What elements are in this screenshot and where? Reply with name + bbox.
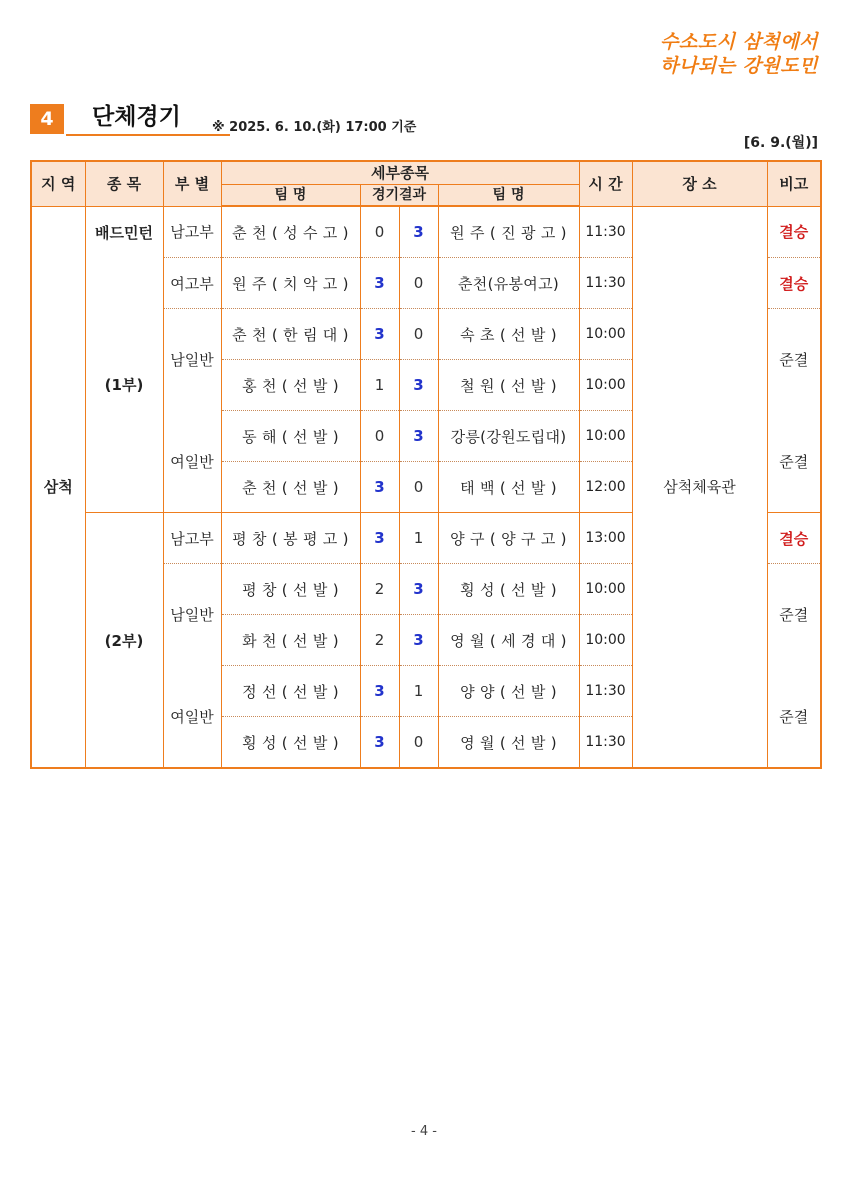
score1-cell: 2: [360, 615, 399, 666]
header-venue: 장 소: [632, 161, 767, 206]
score1-cell: 3: [360, 513, 399, 564]
time-cell: 11:30: [579, 666, 632, 717]
slogan-line-1: 수소도시 삼척에서: [660, 31, 818, 53]
time-cell: 10:00: [579, 411, 632, 462]
sport-cell: 배드민턴: [85, 206, 163, 258]
score2-cell: 3: [399, 615, 438, 666]
team1-cell: 평 창 ( 선 발 ): [221, 564, 360, 615]
slogan-line-2: 하나되는 강원도민: [660, 55, 818, 77]
time-cell: 12:00: [579, 462, 632, 513]
time-cell: 11:30: [579, 717, 632, 769]
table-row: [31, 206, 821, 258]
header-team1: 팀 명: [221, 185, 360, 207]
division-cell: 남일반: [163, 564, 221, 666]
time-cell: 10:00: [579, 564, 632, 615]
header-detail: 세부종목: [221, 161, 579, 185]
team1-cell: 춘 천 ( 성 수 고 ): [221, 206, 360, 258]
header-note: 비고: [767, 161, 821, 206]
slogan-logo: [660, 30, 818, 78]
note-cell: 준결: [767, 564, 821, 666]
team1-cell: 홍 천 ( 선 발 ): [221, 360, 360, 411]
score2-cell: 3: [399, 564, 438, 615]
score1-cell: 1: [360, 360, 399, 411]
note-cell: 결승: [767, 513, 821, 564]
score2-cell: 0: [399, 258, 438, 309]
header-result: 경기결과: [360, 185, 438, 207]
team2-cell: 속 초 ( 선 발 ): [438, 309, 579, 360]
score1-cell: 3: [360, 717, 399, 769]
header-sport: 종 목: [85, 161, 163, 206]
team2-cell: 강릉(강원도립대): [438, 411, 579, 462]
note-cell: 결승: [767, 206, 821, 258]
time-cell: 13:00: [579, 513, 632, 564]
header-division: 부 별: [163, 161, 221, 206]
score2-cell: 0: [399, 309, 438, 360]
time-cell: 10:00: [579, 360, 632, 411]
section-number: 4: [30, 104, 64, 134]
section-title: 단체경기: [92, 104, 181, 130]
team2-cell: 영 월 ( 세 경 대 ): [438, 615, 579, 666]
score1-cell: 0: [360, 206, 399, 258]
time-cell: 10:00: [579, 309, 632, 360]
score2-cell: 3: [399, 206, 438, 258]
team2-cell: 태 백 ( 선 발 ): [438, 462, 579, 513]
note-cell: 준결: [767, 411, 821, 513]
score1-cell: 2: [360, 564, 399, 615]
part1-label: (1부): [85, 258, 163, 513]
time-cell: 11:30: [579, 258, 632, 309]
team1-cell: 춘 천 ( 선 발 ): [221, 462, 360, 513]
header-region: 지 역: [31, 161, 85, 206]
score2-cell: 1: [399, 513, 438, 564]
note-cell: 결승: [767, 258, 821, 309]
score1-cell: 3: [360, 462, 399, 513]
part2-label: (2부): [85, 513, 163, 769]
division-cell: 여고부: [163, 258, 221, 309]
team1-cell: 평 창 ( 봉 평 고 ): [221, 513, 360, 564]
header-time: 시 간: [579, 161, 632, 206]
team1-cell: 횡 성 ( 선 발 ): [221, 717, 360, 769]
team2-cell: 춘천(유봉여고): [438, 258, 579, 309]
score1-cell: 3: [360, 309, 399, 360]
division-cell: 여일반: [163, 411, 221, 513]
division-cell: 남일반: [163, 309, 221, 411]
score2-cell: 1: [399, 666, 438, 717]
time-cell: 11:30: [579, 206, 632, 258]
team1-cell: 화 천 ( 선 발 ): [221, 615, 360, 666]
team1-cell: 동 해 ( 선 발 ): [221, 411, 360, 462]
division-cell: 남고부: [163, 206, 221, 258]
header-team2: 팀 명: [438, 185, 579, 207]
schedule-table: [30, 160, 822, 769]
venue-cell: 삼척체육관: [632, 206, 767, 768]
score1-cell: 3: [360, 666, 399, 717]
page-number: - 4 -: [411, 1124, 437, 1139]
score2-cell: 3: [399, 360, 438, 411]
division-cell: 여일반: [163, 666, 221, 769]
section-note: ※ 2025. 6. 10.(화) 17:00 기준: [212, 120, 417, 135]
note-cell: 준결: [767, 666, 821, 769]
note-cell: 준결: [767, 309, 821, 411]
score1-cell: 3: [360, 258, 399, 309]
team2-cell: 횡 성 ( 선 발 ): [438, 564, 579, 615]
team2-cell: 양 구 ( 양 구 고 ): [438, 513, 579, 564]
team2-cell: 철 원 ( 선 발 ): [438, 360, 579, 411]
score2-cell: 3: [399, 411, 438, 462]
score2-cell: 0: [399, 462, 438, 513]
section-underline: [66, 134, 230, 136]
team2-cell: 영 월 ( 선 발 ): [438, 717, 579, 769]
team2-cell: 양 양 ( 선 발 ): [438, 666, 579, 717]
team1-cell: 정 선 ( 선 발 ): [221, 666, 360, 717]
score2-cell: 0: [399, 717, 438, 769]
team1-cell: 원 주 ( 치 악 고 ): [221, 258, 360, 309]
region-cell: 삼척: [31, 206, 85, 768]
team2-cell: 원 주 ( 진 광 고 ): [438, 206, 579, 258]
score1-cell: 0: [360, 411, 399, 462]
division-cell: 남고부: [163, 513, 221, 564]
section-date: [6. 9.(월)]: [743, 135, 818, 151]
team1-cell: 춘 천 ( 한 림 대 ): [221, 309, 360, 360]
time-cell: 10:00: [579, 615, 632, 666]
